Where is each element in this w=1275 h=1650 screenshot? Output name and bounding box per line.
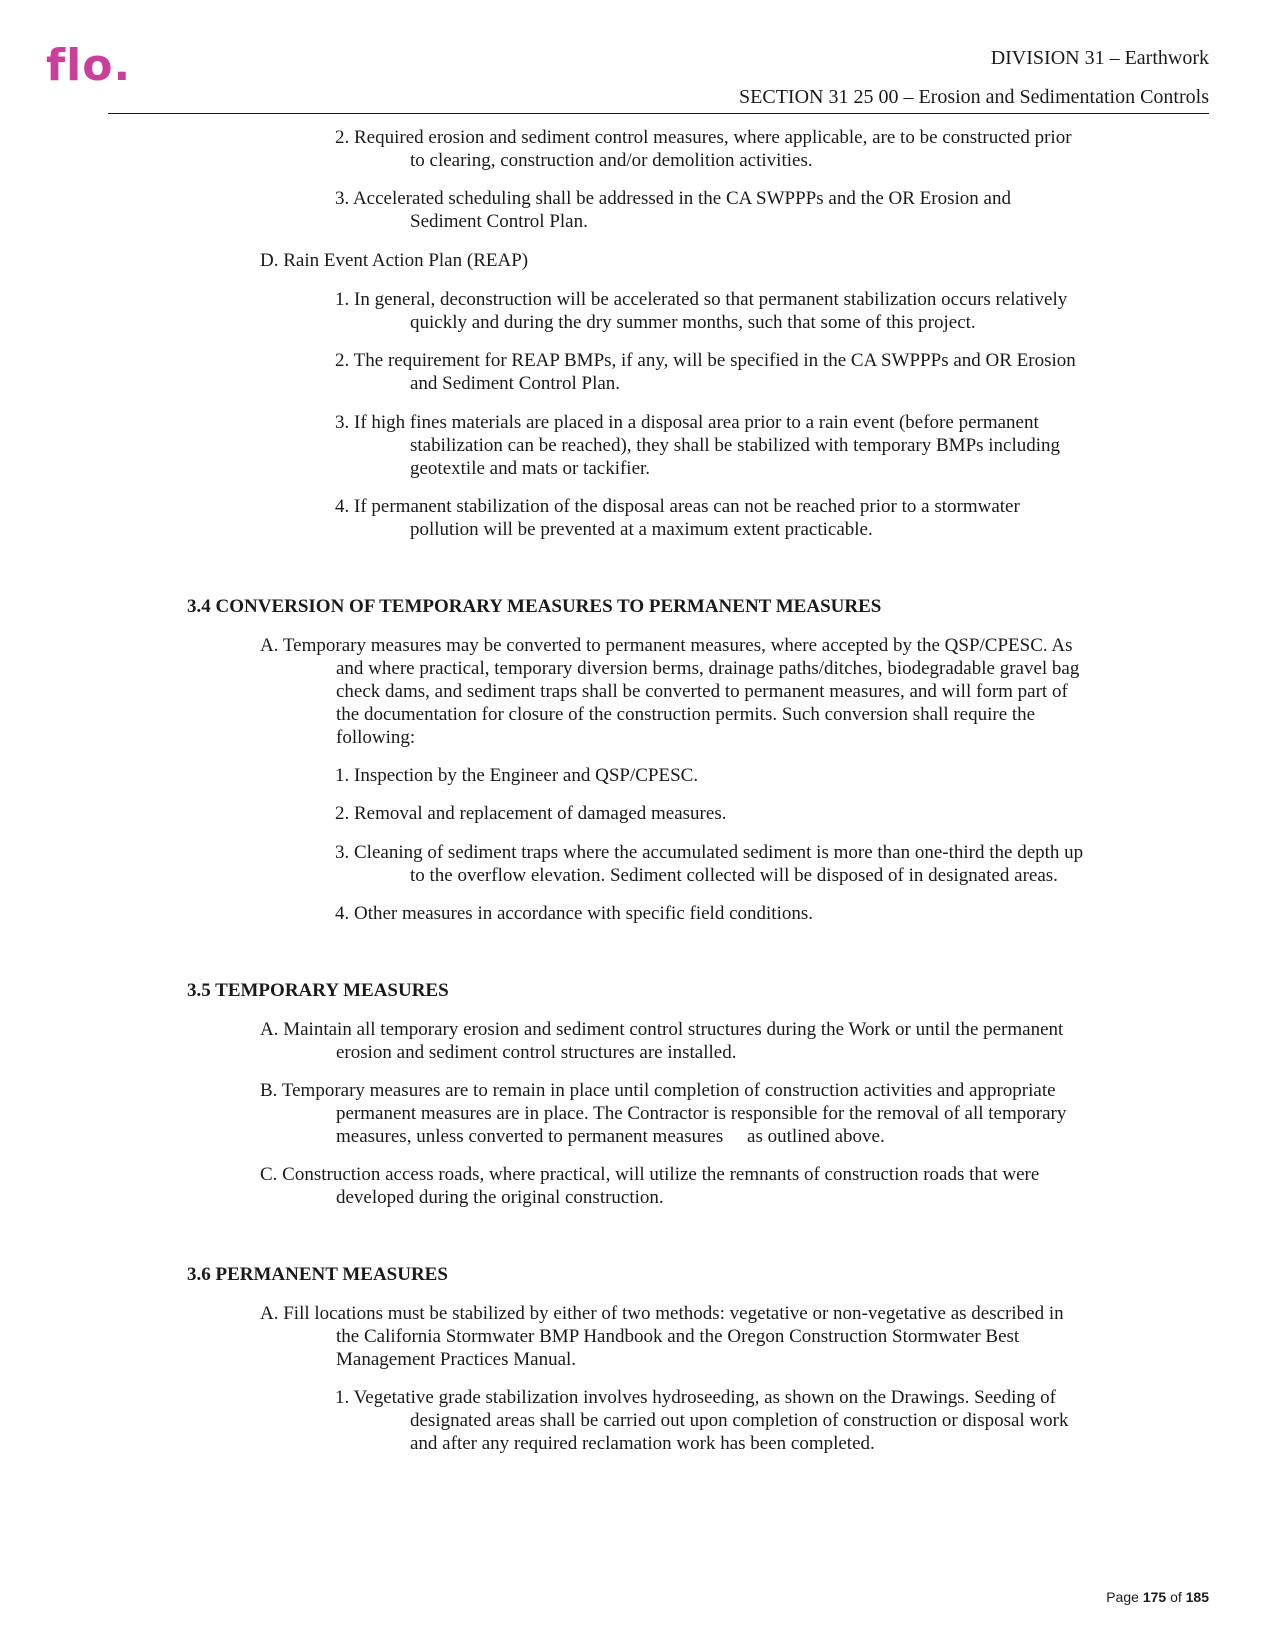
item-d3-line3: geotextile and mats or tackifier. — [410, 458, 651, 479]
item-d4-line1: 4. If permanent stabilization of the disposal areas can not be reached prior to a stormwater — [335, 496, 1020, 517]
item-d4-line2: pollution will be prevented at a maximum extent practicable. — [410, 519, 873, 540]
item-3-5-b-line2: permanent measures are in place. The Contractor is responsible for the removal of all temporary — [336, 1103, 1067, 1124]
flo-logo: flo. — [46, 40, 132, 91]
item-d2-line2: and Sediment Control Plan. — [410, 373, 621, 394]
item-d-heading: D. Rain Event Action Plan (REAP) — [260, 250, 529, 271]
item-3-5-c-line2: developed during the original construction. — [336, 1187, 664, 1208]
item-3-5-c-line1: C. Construction access roads, where practical, will utilize the remnants of construction roads that were — [260, 1164, 1040, 1185]
item-3-4-a-line5: following: — [336, 727, 416, 748]
page-label: Page — [1106, 1589, 1139, 1605]
item-3-4-a-line4: the documentation for closure of the construction permits. Such conversion shall require the — [336, 704, 1036, 725]
item-d1-line1: 1. In general, deconstruction will be accelerated so that permanent stabilization occurs relatively — [335, 289, 1068, 310]
total-pages: 185 — [1185, 1589, 1209, 1605]
section-3-5-heading: 3.5 TEMPORARY MEASURES — [187, 980, 449, 1001]
item-d3-line1: 3. If high fines materials are placed in a disposal area prior to a rain event (before permanent — [335, 412, 1039, 433]
item-3-5-b-line3: measures, unless converted to permanent measures as outlined above. — [336, 1126, 885, 1147]
item-c2-line1: 2. Required erosion and sediment control measures, where applicable, are to be constructed prior — [335, 127, 1072, 148]
item-3-6-a-line2: the California Stormwater BMP Handbook and the Oregon Construction Stormwater Best — [336, 1326, 1020, 1347]
item-3-6-a-line3: Management Practices Manual. — [336, 1349, 577, 1370]
page-number — [1106, 1588, 1209, 1606]
item-d1-line2: quickly and during the dry summer months, such that some of this project. — [410, 312, 976, 333]
item-3-4-a4: 4. Other measures in accordance with specific field conditions. — [335, 903, 813, 924]
item-3-4-a-line3: check dams, and sediment traps shall be converted to permanent measures, and will form part of — [336, 681, 1068, 702]
item-3-4-a3-line1: 3. Cleaning of sediment traps where the accumulated sediment is more than one-third the depth up — [335, 842, 1084, 863]
item-d2-line1: 2. The requirement for REAP BMPs, if any, will be specified in the CA SWPPPs and OR Erosion — [335, 350, 1076, 371]
current-page: 175 — [1142, 1589, 1167, 1605]
item-3-5-b-line1: B. Temporary measures are to remain in place until completion of construction activities and appropriate — [260, 1080, 1056, 1101]
item-c3-line1: 3. Accelerated scheduling shall be addressed in the CA SWPPPs and the OR Erosion and — [335, 188, 1011, 209]
item-3-6-a1-line2: designated areas shall be carried out upon completion of construction or disposal work — [410, 1410, 1069, 1431]
item-3-4-a1: 1. Inspection by the Engineer and QSP/CPESC. — [335, 765, 699, 786]
item-3-4-a2: 2. Removal and replacement of damaged measures. — [335, 803, 727, 824]
item-3-5-a-line2: erosion and sediment control structures are installed. — [336, 1042, 737, 1063]
item-3-4-a3-line2: to the overflow elevation. Sediment collected will be disposed of in designated areas. — [410, 865, 1058, 886]
item-c3-line2: Sediment Control Plan. — [410, 211, 588, 232]
division-header: DIVISION 31 – Earthwork — [990, 47, 1209, 69]
page-of: of — [1170, 1589, 1182, 1605]
item-3-4-a-line2: and where practical, temporary diversion berms, drainage paths/ditches, biodegradable gravel bag — [336, 658, 1080, 679]
header-rule — [108, 113, 1209, 114]
item-d3-line2: stabilization can be reached), they shall be stabilized with temporary BMPs including — [410, 435, 1061, 456]
section-header: SECTION 31 25 00 – Erosion and Sedimentation Controls — [739, 86, 1209, 108]
item-3-6-a1-line1: 1. Vegetative grade stabilization involves hydroseeding, as shown on the Drawings. Seeding of — [335, 1387, 1056, 1408]
section-3-6-heading: 3.6 PERMANENT MEASURES — [187, 1264, 448, 1285]
item-3-4-a-line1: A. Temporary measures may be converted to permanent measures, where accepted by the QSP/CPESC. As — [260, 635, 1073, 656]
item-3-5-a-line1: A. Maintain all temporary erosion and sediment control structures during the Work or until the permanent — [260, 1019, 1064, 1040]
section-3-4-heading: 3.4 CONVERSION OF TEMPORARY MEASURES TO PERMANENT MEASURES — [187, 596, 882, 617]
item-3-6-a-line1: A. Fill locations must be stabilized by either of two methods: vegetative or non-vegetative as described in — [260, 1303, 1064, 1324]
item-3-6-a1-line3: and after any required reclamation work has been completed. — [410, 1433, 875, 1454]
item-c2-line2: to clearing, construction and/or demolition activities. — [410, 150, 813, 171]
